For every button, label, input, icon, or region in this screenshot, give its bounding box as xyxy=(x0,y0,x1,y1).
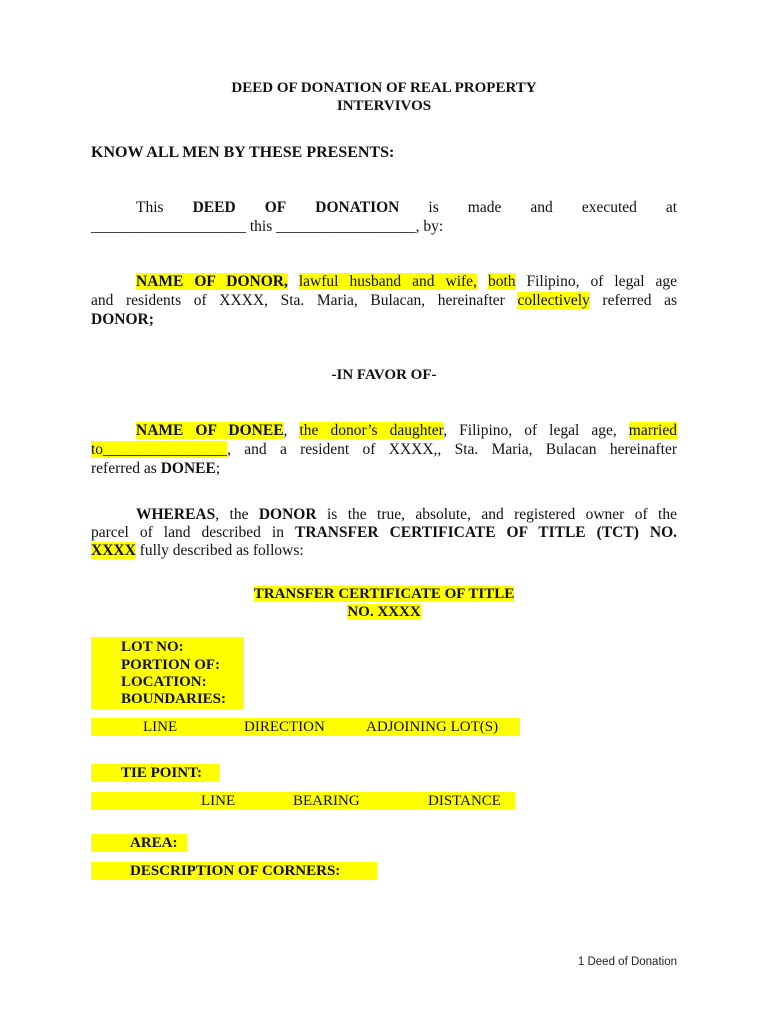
corners-label: DESCRIPTION OF CORNERS: xyxy=(130,863,341,879)
whereas-tct-number: XXXX xyxy=(91,542,136,559)
intro-word: and xyxy=(530,199,553,216)
tct-heading-line2 xyxy=(0,603,768,621)
donee-line2 xyxy=(91,440,677,459)
intro-word: executed xyxy=(581,199,637,216)
donee-name: NAME OF DONEE xyxy=(136,422,284,439)
tct-heading-number: NO. XXXX xyxy=(347,604,421,620)
whereas-text: is the true, absolute, and registered owner of the xyxy=(316,506,677,523)
intro-word-donation: DONATION xyxy=(315,199,400,216)
whereas-word: WHEREAS xyxy=(136,506,216,523)
whereas-text: fully described as follows: xyxy=(135,542,304,559)
intro-word: is xyxy=(428,199,439,216)
donor-collectively: collectively xyxy=(517,292,590,309)
donor-relation: lawful husband and wife, xyxy=(298,273,477,290)
donee-text: ; xyxy=(215,460,221,477)
know-all-heading: KNOW ALL MEN BY THESE PRESENTS: xyxy=(91,144,395,161)
page-footer: 1 Deed of Donation xyxy=(577,956,677,968)
lot-no-label: LOT NO: xyxy=(121,639,184,655)
intro-word: at xyxy=(665,199,678,216)
portion-of-label: PORTION OF: xyxy=(121,657,221,673)
whereas-line1 xyxy=(136,505,677,524)
boundaries-label: BOUNDARIES: xyxy=(121,691,227,707)
location-label: LOCATION: xyxy=(121,674,207,690)
in-favor-heading: -IN FAVOR OF- xyxy=(331,367,437,383)
tie-point-label: TIE POINT: xyxy=(121,765,202,781)
whereas-line2 xyxy=(91,523,677,542)
donor-line2 xyxy=(91,291,677,310)
tct-heading-line1 xyxy=(0,585,768,603)
whereas-line3 xyxy=(91,541,304,560)
intro-word: made xyxy=(467,199,502,216)
tie-col-line: LINE xyxy=(201,793,236,809)
boundary-col-line: LINE xyxy=(143,719,178,735)
donee-text: , xyxy=(283,422,300,439)
tie-col-bearing: BEARING xyxy=(293,793,360,809)
donee-text: , Filipino, of legal age, xyxy=(443,422,629,439)
donee-married: married xyxy=(628,422,677,439)
donee-line3 xyxy=(91,459,220,478)
boundary-col-adjoining: ADJOINING LOT(S) xyxy=(366,719,499,735)
whereas-tct: TRANSFER CERTIFICATE OF TITLE (TCT) NO. xyxy=(295,524,677,541)
donee-text: , and a resident of XXXX,, Sta. Maria, Bulacan hereinafter xyxy=(227,441,677,458)
donor-line1 xyxy=(136,272,677,291)
donee-text: referred as xyxy=(91,460,161,477)
intro-word-of: OF xyxy=(264,199,287,216)
whereas-donor: DONOR xyxy=(258,506,317,523)
intro-line2: ____________________ this __________________, by: xyxy=(91,218,444,235)
tct-heading-text: TRANSFER CERTIFICATE OF TITLE xyxy=(253,586,515,602)
donor-text: and residents of XXXX, Sta. Maria, Bulacan, hereinafter xyxy=(91,292,518,309)
whereas-text: parcel of land described in xyxy=(91,524,296,541)
donor-name: NAME OF DONOR, xyxy=(136,273,288,290)
donor-text: Filipino, of legal age xyxy=(515,273,678,290)
donee-relation: the donor’s daughter xyxy=(299,422,444,439)
donee-line1 xyxy=(136,421,677,440)
intro-word-deed: DEED xyxy=(192,199,236,216)
donor-label: DONOR; xyxy=(91,311,154,328)
donor-text: referred as xyxy=(589,292,677,309)
boundary-col-direction: DIRECTION xyxy=(244,719,325,735)
donor-both: both xyxy=(487,273,516,290)
donee-married-to: to________________ xyxy=(91,441,228,458)
intro-line1 xyxy=(136,198,677,217)
whereas-text: , the xyxy=(215,506,259,523)
intro-word: This xyxy=(136,199,164,216)
area-label: AREA: xyxy=(130,835,178,851)
document-title-line1: DEED OF DONATION OF REAL PROPERTY xyxy=(231,80,537,96)
donee-label: DONEE xyxy=(160,460,216,477)
document-title-line2: INTERVIVOS xyxy=(336,98,432,114)
tie-col-distance: DISTANCE xyxy=(428,793,501,809)
